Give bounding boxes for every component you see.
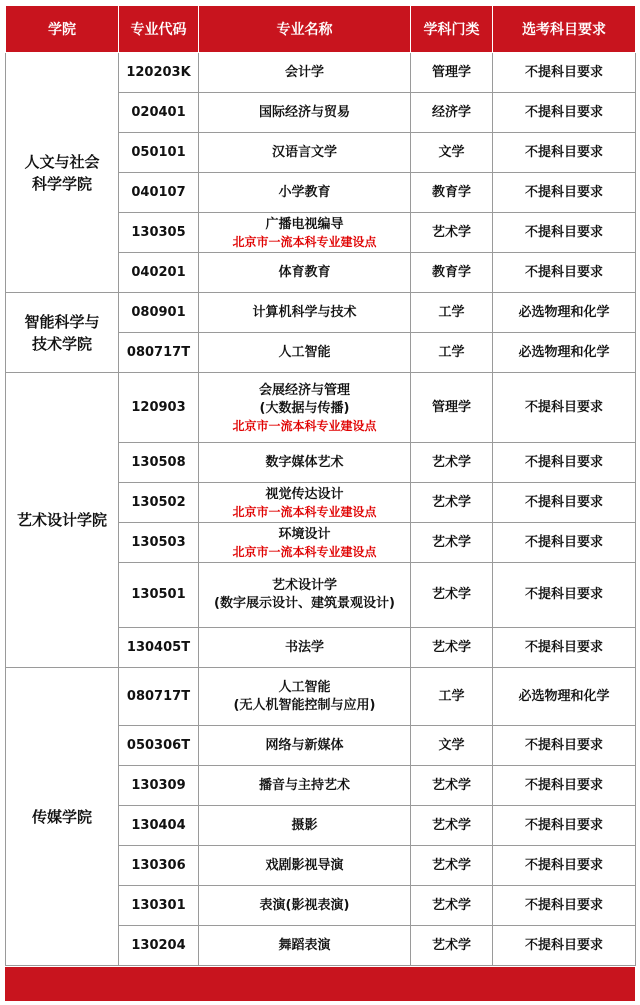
major-name: 网络与新媒体 xyxy=(265,737,344,753)
requirement-cell: 不提科目要求 xyxy=(493,173,636,213)
major-name-cell xyxy=(199,213,411,253)
major-name: 小学教育 xyxy=(278,184,331,200)
table-row xyxy=(6,373,636,443)
college-name-line: 智能科学与 xyxy=(24,312,100,331)
major-name-cell xyxy=(199,173,411,213)
major-code-cell: 130501 xyxy=(119,563,199,628)
category-cell: 工学 xyxy=(411,668,493,726)
major-name: 数字媒体艺术 xyxy=(265,454,344,470)
requirement-cell: 不提科目要求 xyxy=(493,213,636,253)
major-name-cell xyxy=(199,133,411,173)
major-name: 汉语言文学 xyxy=(271,144,337,160)
category-cell: 艺术学 xyxy=(411,483,493,523)
major-name-cell xyxy=(199,483,411,523)
major-code-cell: 040201 xyxy=(119,253,199,293)
requirement-cell: 不提科目要求 xyxy=(493,53,636,93)
major-name: 体育教育 xyxy=(278,264,331,280)
college-name-cell xyxy=(6,293,119,373)
major-code-cell: 130204 xyxy=(119,926,199,966)
college-name-line: 科学学院 xyxy=(31,174,92,193)
major-code-cell: 130508 xyxy=(119,443,199,483)
major-name-cell xyxy=(199,926,411,966)
header-code: 专业代码 xyxy=(119,6,199,53)
requirement-cell: 必选物理和化学 xyxy=(493,668,636,726)
category-cell: 艺术学 xyxy=(411,766,493,806)
major-code-cell: 120203K xyxy=(119,53,199,93)
major-name: 艺术设计学 xyxy=(271,578,337,593)
requirement-cell: 不提科目要求 xyxy=(493,886,636,926)
category-cell: 艺术学 xyxy=(411,443,493,483)
table-row xyxy=(6,293,636,333)
requirement-cell: 不提科目要求 xyxy=(493,846,636,886)
major-code-cell: 120903 xyxy=(119,373,199,443)
major-name: 广播电视编导 xyxy=(265,216,344,232)
major-code-cell: 040107 xyxy=(119,173,199,213)
major-name-cell xyxy=(199,53,411,93)
major-name-cell xyxy=(199,846,411,886)
requirement-cell: 不提科目要求 xyxy=(493,483,636,523)
requirement-cell: 不提科目要求 xyxy=(493,523,636,563)
major-note: 北京市一流本科专业建设点 xyxy=(232,234,377,249)
major-name-cell xyxy=(199,293,411,333)
header-major-name: 专业名称 xyxy=(199,6,411,53)
requirement-cell: 不提科目要求 xyxy=(493,766,636,806)
major-name-cell xyxy=(199,628,411,668)
major-name: 播音与主持艺术 xyxy=(258,777,350,793)
major-name: 环境设计 xyxy=(278,526,331,542)
major-name: 摄影 xyxy=(291,817,318,833)
major-note: 北京市一流本科专业建设点 xyxy=(232,504,377,519)
major-code-cell: 050101 xyxy=(119,133,199,173)
major-code-cell: 130305 xyxy=(119,213,199,253)
header-college: 学院 xyxy=(6,6,119,53)
major-name: 舞蹈表演 xyxy=(278,937,331,953)
requirement-cell: 不提科目要求 xyxy=(493,373,636,443)
college-name-cell xyxy=(6,53,119,293)
requirement-cell: 不提科目要求 xyxy=(493,926,636,966)
major-name: 计算机科学与技术 xyxy=(252,304,357,320)
requirement-cell: 不提科目要求 xyxy=(493,253,636,293)
majors-table xyxy=(5,5,636,966)
category-cell: 艺术学 xyxy=(411,523,493,563)
college-name-cell: 艺术设计学院 xyxy=(6,373,119,668)
major-name-cell xyxy=(199,443,411,483)
requirement-cell: 必选物理和化学 xyxy=(493,333,636,373)
requirement-cell: 不提科目要求 xyxy=(493,443,636,483)
major-code-cell: 080901 xyxy=(119,293,199,333)
category-cell: 艺术学 xyxy=(411,628,493,668)
category-cell: 管理学 xyxy=(411,53,493,93)
major-name-cell xyxy=(199,333,411,373)
major-name: 人工智能 xyxy=(278,679,331,695)
major-name: 人工智能 xyxy=(278,344,331,360)
major-subtitle: (无人机智能控制与应用) xyxy=(233,697,376,713)
major-code-cell: 080717T xyxy=(119,668,199,726)
major-name: 会展经济与管理 xyxy=(258,382,350,398)
major-name-cell xyxy=(199,806,411,846)
header-category: 学科门类 xyxy=(411,6,493,53)
category-cell: 管理学 xyxy=(411,373,493,443)
major-code-cell: 130503 xyxy=(119,523,199,563)
major-subtitle: (数字展示设计、建筑景观设计) xyxy=(214,596,395,611)
requirement-cell: 不提科目要求 xyxy=(493,628,636,668)
requirement-cell: 必选物理和化学 xyxy=(493,293,636,333)
major-name-cell xyxy=(199,668,411,726)
category-cell: 工学 xyxy=(411,293,493,333)
major-subtitle: (大数据与传播) xyxy=(259,400,350,416)
major-name-cell xyxy=(199,886,411,926)
major-code-cell: 130405T xyxy=(119,628,199,668)
major-note: 北京市一流本科专业建设点 xyxy=(232,544,377,559)
requirement-cell: 不提科目要求 xyxy=(493,93,636,133)
major-name-cell xyxy=(199,563,411,628)
major-code-cell: 130502 xyxy=(119,483,199,523)
major-code-cell: 130301 xyxy=(119,886,199,926)
major-name-cell xyxy=(199,253,411,293)
category-cell: 艺术学 xyxy=(411,886,493,926)
category-cell: 工学 xyxy=(411,333,493,373)
major-name-cell xyxy=(199,726,411,766)
category-cell: 艺术学 xyxy=(411,846,493,886)
header-row xyxy=(6,6,636,53)
category-cell: 文学 xyxy=(411,133,493,173)
requirement-cell: 不提科目要求 xyxy=(493,726,636,766)
major-code-cell: 020401 xyxy=(119,93,199,133)
requirement-cell: 不提科目要求 xyxy=(493,133,636,173)
major-name-cell xyxy=(199,766,411,806)
table-row xyxy=(6,668,636,726)
major-name: 视觉传达设计 xyxy=(265,486,344,502)
requirement-cell: 不提科目要求 xyxy=(493,806,636,846)
header-requirement: 选考科目要求 xyxy=(493,6,636,53)
major-name: 国际经济与贸易 xyxy=(258,104,350,120)
major-code-cell: 130404 xyxy=(119,806,199,846)
category-cell: 艺术学 xyxy=(411,563,493,628)
major-name: 会计学 xyxy=(284,64,324,80)
college-name-cell: 传媒学院 xyxy=(6,668,119,966)
category-cell: 教育学 xyxy=(411,173,493,213)
table-row xyxy=(6,53,636,93)
college-name-line: 技术学院 xyxy=(31,334,92,353)
major-code-cell: 130306 xyxy=(119,846,199,886)
major-name-cell xyxy=(199,93,411,133)
category-cell: 文学 xyxy=(411,726,493,766)
major-code-cell: 130309 xyxy=(119,766,199,806)
college-name-line: 人文与社会 xyxy=(24,152,100,171)
category-cell: 艺术学 xyxy=(411,806,493,846)
major-code-cell: 080717T xyxy=(119,333,199,373)
category-cell: 经济学 xyxy=(411,93,493,133)
major-code-cell: 050306T xyxy=(119,726,199,766)
requirement-cell: 不提科目要求 xyxy=(493,563,636,628)
major-name: 戏剧影视导演 xyxy=(265,857,344,873)
major-name-cell xyxy=(199,523,411,563)
category-cell: 教育学 xyxy=(411,253,493,293)
major-name: 表演(影视表演) xyxy=(259,897,350,913)
major-name: 书法学 xyxy=(284,639,324,655)
category-cell: 艺术学 xyxy=(411,213,493,253)
category-cell: 艺术学 xyxy=(411,926,493,966)
major-name-cell xyxy=(199,373,411,443)
footer-bar xyxy=(5,967,635,1001)
major-note: 北京市一流本科专业建设点 xyxy=(232,418,377,433)
